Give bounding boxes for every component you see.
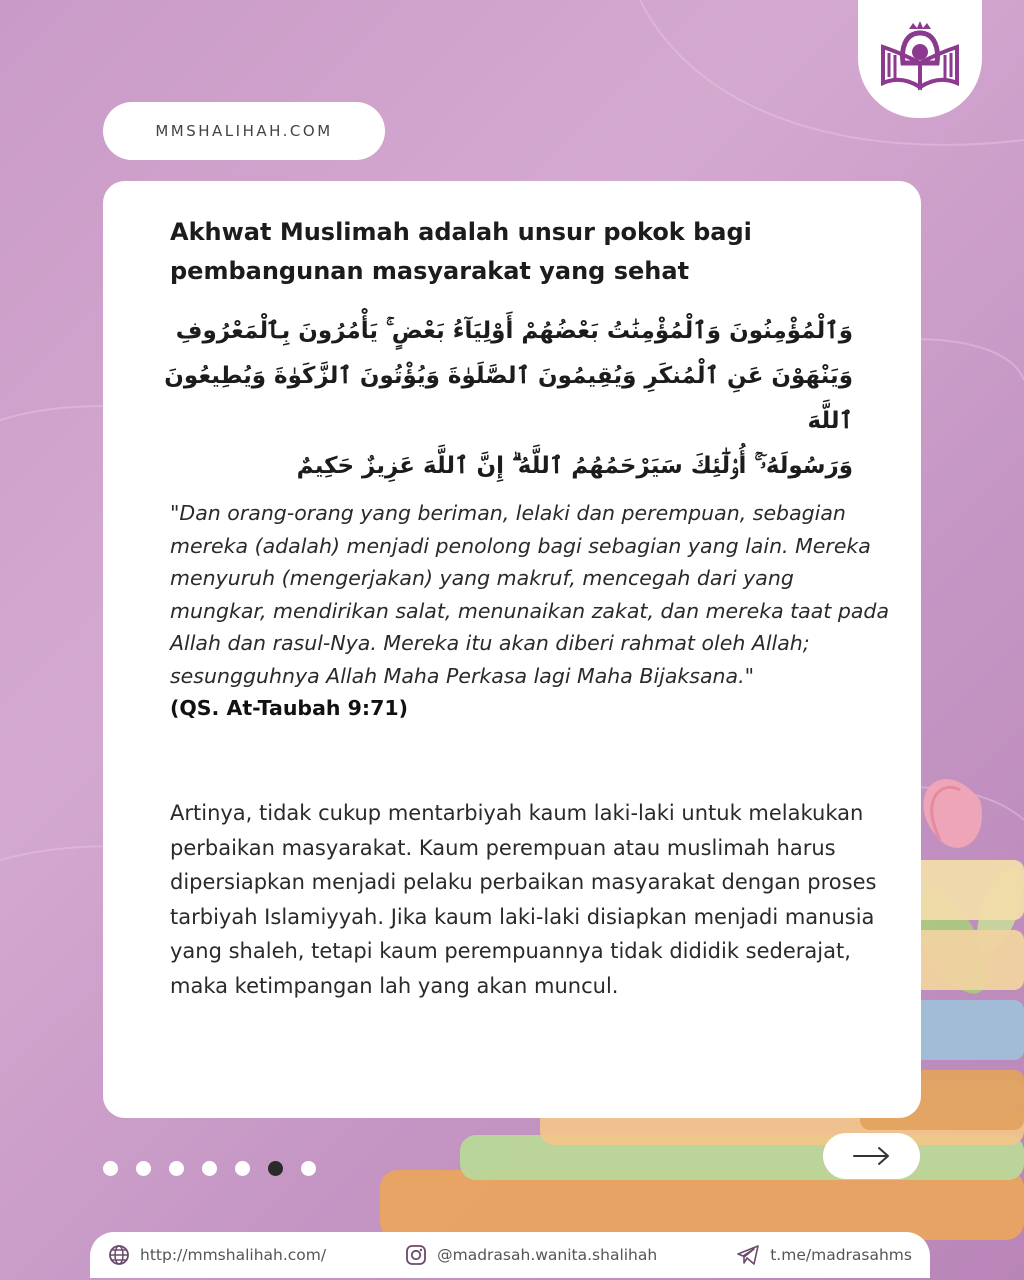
telegram-icon — [736, 1244, 760, 1266]
card-title: Akhwat Muslimah adalah unsur pokok bagi pembangunan masyarakat yang sehat — [170, 218, 752, 285]
translation-text: "Dan orang-orang yang beriman, lelaki dan perempuan, sebagian mereka (adalah) menjadi penolong bagi sebagian yang lain. Mereka menyuruh (mengerjakan) yang makruf, mencegah dari yang mungkar, mendirikan salat, menunaikan zakat, dan mereka taat pada Allah dan rasul-Nya. Mereka itu akan diberi rahmat oleh Allah; sesungguhnya Allah Maha Perkasa lagi Maha Bijaksana." — [170, 501, 890, 688]
arabic-line: وَيَنْهَوْنَ عَنِ ٱلْمُنكَرِ وَيُقِيمُونَ ٱلصَّلَوٰةَ وَيُؤْتُونَ ٱلزَّكَوٰةَ وَيُطِيعُونَ ٱللَّهَ — [164, 363, 853, 434]
next-button[interactable] — [823, 1133, 920, 1179]
website-link[interactable]: http://mmshalihah.com/ — [140, 1246, 327, 1264]
page-dot[interactable] — [235, 1161, 250, 1176]
arrow-right-icon — [852, 1146, 892, 1166]
telegram-link[interactable]: t.me/madrasahms — [770, 1246, 912, 1264]
footer-website[interactable] — [108, 1244, 326, 1266]
page-dot[interactable] — [169, 1161, 184, 1176]
page-dot-active[interactable] — [268, 1161, 283, 1176]
arabic-line: وَرَسُولَهُۥٓ ۚ أُو۟لَٰٓئِكَ سَيَرْحَمُهُمُ ٱللَّهُ ۗ إِنَّ ٱللَّهَ عَزِيزٌ حَكِيمٌ — [296, 453, 853, 479]
content-card — [103, 181, 921, 1118]
page-dot[interactable] — [301, 1161, 316, 1176]
footer-bar — [90, 1232, 930, 1278]
arabic-verse — [163, 309, 853, 489]
site-label: MMSHALIHAH.COM — [155, 122, 333, 140]
page-dot[interactable] — [136, 1161, 151, 1176]
book-hijab-crown-logo-icon — [875, 19, 965, 99]
brand-logo[interactable] — [858, 0, 982, 118]
instagram-icon — [405, 1244, 427, 1266]
site-label-pill — [103, 102, 385, 160]
page-dot[interactable] — [103, 1161, 118, 1176]
body-paragraph: Artinya, tidak cukup mentarbiyah kaum laki-laki untuk melakukan perbaikan masyarakat. Kaum perempuan atau muslimah harus dipersiapkan menjadi pelaku perbaikan masyarakat dengan proses tarbiyah Islamiyyah. Jika kaum laki-laki disiapkan menjadi manusia yang shaleh, tetapi kaum perempuannya tidak dididik sederajat, maka ketimpangan lah yang akan muncul. — [170, 801, 877, 998]
footer-instagram[interactable] — [405, 1244, 657, 1266]
arabic-line: وَٱلْمُؤْمِنُونَ وَٱلْمُؤْمِنَٰتُ بَعْضُهُمْ أَوْلِيَآءُ بَعْضٍ ۚ يَأْمُرُونَ بِٱلْمَعْرُوفِ — [175, 318, 853, 344]
globe-icon — [108, 1244, 130, 1266]
page-dot[interactable] — [202, 1161, 217, 1176]
verse-translation — [170, 497, 890, 725]
footer-telegram[interactable] — [736, 1244, 912, 1266]
instagram-handle[interactable]: @madrasah.wanita.shalihah — [437, 1246, 658, 1264]
verse-citation: (QS. At-Taubah 9:71) — [170, 696, 409, 720]
pagination-dots — [103, 1161, 316, 1176]
